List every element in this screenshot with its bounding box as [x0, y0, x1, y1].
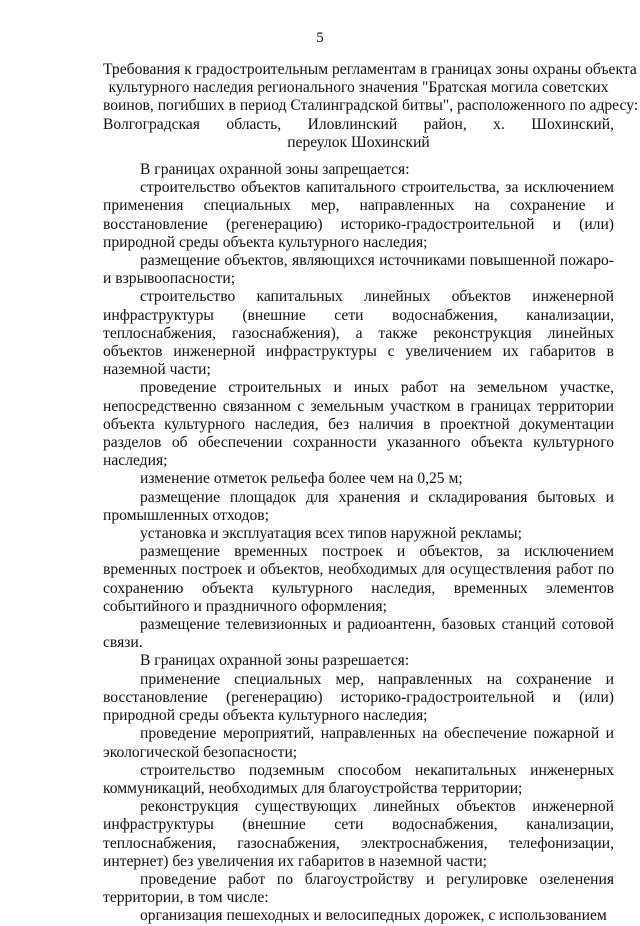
document-title — [103, 61, 639, 152]
title-line: воинов, погибших в период Сталинградской битвы", расположенного по адресу: — [103, 97, 639, 115]
list-item: организация пешеходных и велосипедных дорожек, с использованием — [140, 907, 607, 925]
list-item: применение специальных мер, направленных на сохранение и восстановление (регенерацию) историко-градостроительной и (или) природной среды объекта культурного наследия; — [103, 670, 614, 725]
document-body — [103, 161, 614, 926]
title-line: переулок Шохинский — [287, 133, 430, 151]
list-item: размещение площадок для хранения и складирования бытовых и промышленных отходов; — [103, 488, 614, 524]
list-item: строительство объектов капитального строительства, за исключением применения специальных мер, направленных на сохранение и восстановление (регенерацию) историко-градостроительной и (или) природной среды объекта культурного наследия; — [103, 179, 614, 251]
title-line: Требования к градостроительным регламентам в границах зоны охраны объекта — [103, 61, 637, 78]
list-item: строительство капитальных линейных объектов инженерной инфраструктуры (внешние сети водоснабжения, канализации, теплоснабжения, газоснабжения), а также реконструкция линейных объектов инженерной инфраструктуры с увеличением их габаритов в наземной части; — [103, 288, 614, 379]
list-item: изменение отметок рельефа более чем на 0,25 м; — [140, 470, 463, 488]
list-item: строительство подземным способом некапитальных инженерных коммуникаций, необходимых для благоустройства территории; — [103, 761, 614, 797]
list-item: проведение мероприятий, направленных на обеспечение пожарной и экологической безопасности; — [103, 725, 614, 761]
list-item: проведение строительных и иных работ на земельном участке, непосредственно связанном с земельным участком в границах территории объекта культурного наследия, без наличия в проектной документации разделов об обеспечении сохранности указанного объекта культурного наследия; — [103, 379, 614, 470]
page-number: 5 — [316, 30, 324, 46]
list-item: размещение объектов, являющихся источниками повышенной пожаро- и взрывоопасности; — [103, 252, 614, 288]
list-item: проведение работ по благоустройству и регулировке озеленения территории, в том числе: — [103, 870, 614, 907]
list-item: размещение временных построек и объектов, за исключением временных построек и объектов, необходимых для осуществления работ по сохранению объекта культурного наследия, временных элементов событийного и праздничного оформления; — [103, 543, 614, 615]
list-item: реконструкция существующих линейных объектов инженерной инфраструктуры (внешние сети водоснабжения, канализации, теплоснабжения, газоснабжения, электроснабжения, телефонизации, интернет) без увеличения их габаритов в наземной части; — [103, 798, 614, 870]
list-item: установка и эксплуатация всех типов наружной рекламы; — [140, 525, 522, 543]
section-heading-permitted: В границах охранной зоны разрешается: — [140, 652, 410, 670]
title-line: Волгоградская область, Иловлинский район, х. Шохинский, — [103, 115, 614, 133]
section-heading-prohibited: В границах охранной зоны запрещается: — [140, 161, 410, 178]
list-item: размещение телевизионных и радиоантенн, базовых станций сотовой связи. — [103, 616, 614, 652]
title-line: культурного наследия регионального значения "Братская могила советских — [108, 79, 609, 97]
